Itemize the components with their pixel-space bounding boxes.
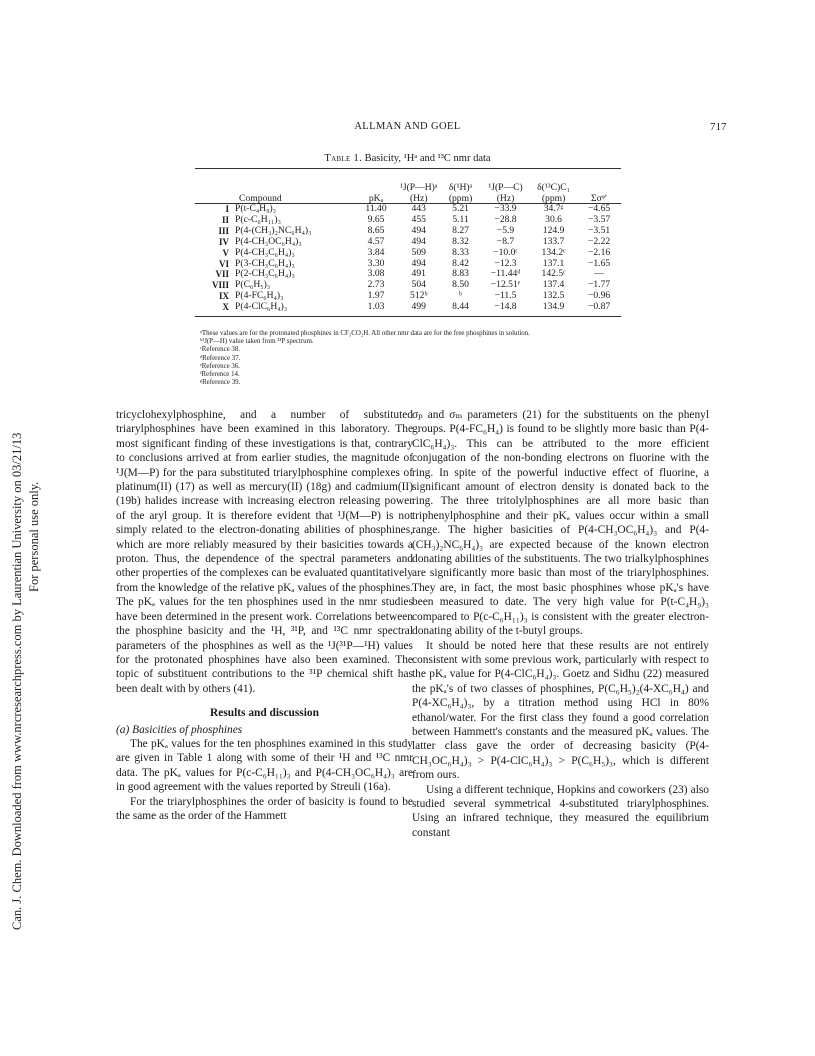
- body-paragraph: For the triarylphosphines the order of basicity is found to be the same as the order of the Hammett: [116, 795, 413, 822]
- sigma-value: −2.16: [587, 246, 611, 258]
- footnote: ᶜReference 38.: [200, 346, 241, 354]
- sigma-value: −4.65: [587, 203, 611, 214]
- header-pka: pKₐ: [368, 193, 384, 204]
- delta-h-value: 8.33: [452, 246, 469, 258]
- header-j-pc: ¹J(P—C) (Hz): [488, 182, 523, 204]
- compound: P(4-FC₆H₄)₃: [235, 290, 284, 302]
- compound: P(t-C₄H₉)₃: [235, 203, 276, 214]
- compound: P(4-CH₃OC₆H₄)₃: [235, 235, 302, 247]
- personal-use-notice: For personal use only.: [27, 481, 41, 592]
- pka-value: 3.30: [367, 257, 385, 269]
- compound: P(2-CH₃C₆H₄)₃: [235, 268, 295, 280]
- footnote: ᵈReference 37.: [200, 354, 241, 362]
- footnote: ᵉReference 36.: [200, 362, 241, 370]
- header-compound: Compound: [239, 193, 282, 204]
- j-pc-value: −11.44ᵈ: [490, 268, 521, 280]
- pka-value: 8.65: [367, 224, 385, 236]
- sigma-value: −0.96: [587, 290, 611, 302]
- j-pc-value: −28.8: [494, 213, 517, 225]
- j-ph-value: 494: [411, 257, 426, 269]
- header-delta-c: δ(¹³C)C₁ (ppm): [537, 182, 570, 204]
- row-id: VI: [219, 258, 230, 269]
- row-id: III: [218, 225, 230, 236]
- header-sigma: Σσᵠʹ: [591, 193, 608, 204]
- j-ph-value: 494: [411, 224, 426, 236]
- body-paragraph: tricyclohexylphosphine, and a number of substituted triarylphosphines have been examined in this laboratory. The most significant finding of these investigations is that, contrary to conclusions arrived at from earlier studies, the magnitude of ¹J(M—P) for the para substituted triarylphosphine complexes of platinum(II) (17) as well as mercury(II) (18g) and cadmium(II) (19b) halides increase with increasing electron releasing power of the aryl group. It is therefore evident that ¹J(M—P) is not simply related to the electron-donating abilities of phosphines, which are more reliably measured by their basicities towards a proton. Thus, the dependence of the spectral parameters and other properties of the complexes can be evaluated quantitatively from the knowledge of the relative pKₐ values of the phosphines. The pKₐ values for the ten phosphines used in the nmr studies have been determined in the present work. Correlations between the phosphine basicity and the ¹H, ³¹P, and ¹³C nmr spectral parameters of the phosphines as well as the ¹J(³¹P—¹H) values for the protonated phosphines have also been examined. The topic of substituent contributions to the ³¹P chemical shift has been dealt with by others (41).: [116, 409, 413, 695]
- j-pc-value: −10.0ᶜ: [493, 246, 518, 258]
- table-row: [195, 302, 621, 313]
- j-pc-value: −33.9: [494, 203, 517, 214]
- delta-h-value: 8.44: [452, 301, 469, 313]
- page-number: 717: [710, 121, 727, 133]
- compound: P(4-ClC₆H₄)₃: [235, 301, 288, 313]
- row-id: X: [222, 302, 230, 313]
- delta-h-value: 8.27: [452, 224, 469, 236]
- j-pc-value: −12.3: [494, 257, 517, 269]
- table-header-row: [195, 172, 621, 204]
- sigma-value: —: [594, 268, 604, 280]
- left-column: [116, 408, 413, 823]
- compound: P(C₆H₅)₃: [235, 279, 271, 291]
- j-ph-value: 512ᵇ: [410, 290, 428, 302]
- pka-value: 4.57: [367, 235, 385, 247]
- pka-value: 1.03: [367, 301, 385, 313]
- delta-c-value: 30.6: [545, 213, 562, 225]
- body-paragraph: The pKₐ values for the ten phosphines examined in this study are given in Table 1 along with some of their ¹H and ¹³C nmr data. The pKₐ values for P(c-C₆H₁₁)₃ and P(4-CH₃OC₆H₄)₃ are in good agreement with the values reported by Streuli (16a).: [116, 737, 413, 794]
- header-j-ph: ¹J(P—H)ᵃ (Hz): [399, 182, 438, 204]
- j-ph-value: 491: [411, 268, 426, 280]
- row-id: IV: [219, 236, 230, 247]
- sigma-value: −2.22: [587, 235, 611, 247]
- delta-c-value: 137.4: [542, 279, 565, 291]
- delta-h-value: 8.32: [452, 235, 469, 247]
- table-label: Table 1.: [324, 153, 362, 164]
- j-ph-value: 504: [411, 279, 426, 291]
- pka-value: 3.84: [367, 246, 385, 258]
- compound: P(4-CH₃C₆H₄)₃: [235, 246, 295, 258]
- delta-c-value: 34.7ᵍ: [543, 203, 564, 214]
- compound: P(3-CH₃C₆H₄)₃: [235, 257, 295, 269]
- body-paragraph: Using a different technique, Hopkins and coworkers (23) also studied several symmetrical 4-substituted triarylphosphines. Using an infrared technique, they measured the equilibrium constant: [412, 783, 709, 839]
- delta-h-value: ᵇ: [459, 290, 463, 302]
- delta-h-value: 5.11: [452, 213, 469, 225]
- header-id: [195, 172, 235, 204]
- compound: P(4-(CH₃)₂NC₆H₄)₃: [235, 224, 312, 236]
- section-title: Results and discussion: [210, 707, 319, 720]
- j-ph-value: 499: [411, 301, 426, 313]
- j-pc-value: −12.51ᵉ: [490, 279, 521, 291]
- body-paragraph: It should be noted here that these results are not entirely consistent with some previous work, particularly with respect to the pKₐ value for P(4-ClC₆H₄)₃. Goetz and Sidhu (22) measured the pKₐ's of two classes of phosphines, P(C₆H₅)₂(4-XC₆H₄) and P(4-XC₆H₄)₃, by a titration method using HCl in 80% ethanol/water. For the first class they found a good correlation between Hammett's constants and the measured pKₐ values. The latter class gave the order of decreasing basicity (P(4-CH₃OC₆H₄)₃ > P(4-ClC₆H₄)₃ > P(C₆H₅)₃, which is different from ours.: [412, 639, 709, 782]
- sigma-value: −0.87: [587, 301, 611, 313]
- footnote: ᵃThese values are for the protonated phosphines in CF₃CO₂H. All other nmr data are for the free phosphines in solution.: [200, 330, 530, 337]
- row-id: I: [225, 204, 230, 214]
- j-ph-value: 494: [411, 235, 426, 247]
- delta-c-value: 133.7: [542, 235, 565, 247]
- sigma-value: −1.65: [587, 257, 611, 269]
- table-body: [195, 204, 621, 313]
- footnote: ᶠReference 14.: [200, 371, 240, 379]
- j-pc-value: −5.9: [496, 224, 515, 236]
- delta-c-value: 134.9: [542, 301, 565, 313]
- delta-c-value: 137.1: [542, 257, 565, 269]
- footnote: ᵇ¹J(P—H) value taken from ³¹P spectrum.: [200, 338, 314, 346]
- delta-c-value: 124.9: [542, 224, 565, 236]
- row-id: VII: [215, 269, 230, 280]
- subsection-title: (a) Basicities of phosphines: [116, 723, 243, 736]
- pka-value: 1.97: [367, 290, 385, 302]
- pka-value: 9.65: [367, 213, 385, 225]
- basicity-nmr-table: [195, 172, 621, 313]
- table-caption: [0, 153, 815, 164]
- sigma-value: −3.51: [587, 224, 611, 236]
- footnote: ᵍReference 39.: [200, 379, 241, 387]
- pka-value: 2.73: [367, 279, 385, 291]
- j-ph-value: 443: [411, 203, 426, 214]
- right-column: [412, 408, 709, 840]
- j-ph-value: 455: [411, 213, 426, 225]
- table-row: [195, 237, 621, 248]
- row-id: II: [222, 214, 230, 225]
- delta-h-value: 8.50: [452, 279, 469, 291]
- download-notice: Can. J. Chem. Downloaded from www.nrcresearchpress.com by Laurentian University on 03/21/13: [10, 432, 24, 930]
- sigma-value: −1.77: [587, 279, 611, 291]
- table-bottom-rule: [195, 316, 621, 317]
- row-id: V: [222, 247, 230, 258]
- row-id: IX: [219, 291, 230, 302]
- table-footnotes: [200, 330, 530, 387]
- j-pc-value: −14.8: [494, 301, 517, 313]
- body-paragraph: σₚ and σₘ parameters (21) for the substituents on the phenyl groups. P(4-FC₆H₄) is found to be slightly more basic than P(4-ClC₆H₄)₃. This can be attributed to the more efficient conjugation of the non-bonding electrons on fluorine with the ring. In spite of the powerful inductive effect of fluorine, a significant amount of electron density is donated back to the ring. The three tritolylphosphines are all more basic than triphenylphosphine and their pKₐ values occur within a small range. The higher basicities of P(4-CH₃OC₆H₄)₃ and P(4-(CH₃)₂NC₆H₄)₃ are expected because of the known electron donating abilities of the substituents. The two trialkylphosphines are significantly more basic than most of the triarylphosphines. They are, in fact, the most basic phosphines whose pKₐ's have been measured to date. The very high value for P(t-C₄H₉)₃ compared to P(c-C₆H₁₁)₃ is consistent with the greater electron-donating ability of the t-butyl groups.: [412, 409, 709, 638]
- delta-h-value: 8.42: [452, 257, 469, 269]
- delta-c-value: 134.2ᶜ: [541, 246, 566, 258]
- j-pc-value: −11.5: [494, 290, 517, 302]
- j-ph-value: 509: [411, 246, 426, 258]
- compound: P(c-C₆H₁₁)₃: [235, 213, 281, 225]
- j-pc-value: −8.7: [496, 235, 515, 247]
- delta-h-value: 5.21: [452, 203, 469, 214]
- row-id: VIII: [212, 280, 230, 291]
- pka-value: 3.08: [367, 268, 385, 280]
- sigma-value: −3.57: [587, 213, 611, 225]
- delta-h-value: 8.83: [452, 268, 469, 280]
- header-delta-h: δ(¹H)ᵃ (ppm): [448, 182, 473, 204]
- pka-value: 11.40: [365, 203, 387, 214]
- delta-c-value: 142.5ᶜ: [541, 268, 566, 280]
- table-caption-text: Basicity, ¹Hᵃ and ¹³C nmr data: [364, 153, 491, 164]
- delta-c-value: 132.5: [542, 290, 565, 302]
- table-row: [195, 248, 621, 259]
- table-top-rule: [195, 168, 621, 169]
- running-header: ALLMAN AND GOEL: [354, 121, 461, 132]
